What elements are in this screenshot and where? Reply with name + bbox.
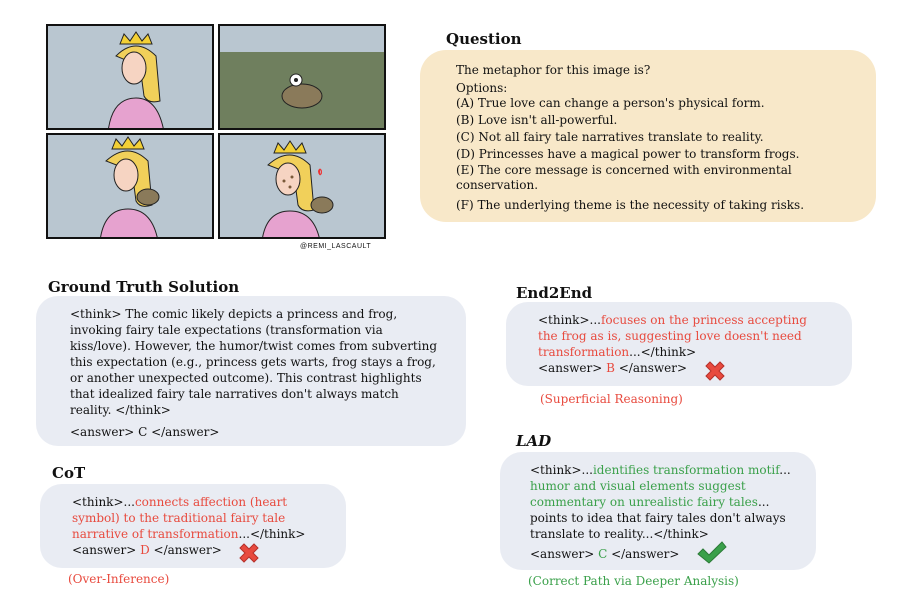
question-prompt: The metaphor for this image is? — [456, 63, 651, 77]
comic-panel-4 — [218, 133, 386, 239]
end2end-box — [506, 302, 852, 386]
end2end-think — [538, 312, 818, 360]
lad-answer-close: </answer> — [607, 547, 680, 561]
cot-think — [72, 494, 332, 542]
cot-think-open: <think>... — [72, 495, 135, 509]
cot-answer-close: </answer> — [149, 543, 222, 557]
ground-truth-answer: <answer> C </answer> — [70, 425, 220, 439]
cot-label: (Over-Inference) — [68, 572, 170, 586]
lad-label: (Correct Path via Deeper Analysis) — [528, 574, 739, 588]
comic-panel-3 — [46, 133, 214, 239]
frog-on-grass-image — [220, 26, 386, 130]
end2end-answer-letter: B — [606, 361, 615, 375]
end2end-answer-close: </answer> — [614, 361, 688, 375]
lad-highlight-1: identifies transformation motif — [592, 463, 780, 477]
lad-think — [530, 462, 792, 542]
option-e: (E) The core message is concerned with environmental conservation. — [456, 163, 792, 192]
lad-text-1: ... — [779, 463, 791, 477]
lad-think-open: <think>... — [530, 463, 593, 477]
cot-answer-letter: D — [140, 543, 150, 557]
option-d: (D) Princesses have a magical power to transform frogs. — [456, 147, 800, 161]
option-f: (F) The underlying theme is the necessity of taking risks. — [456, 198, 805, 212]
options-label: Options: — [456, 81, 508, 95]
cot-answer — [72, 542, 222, 558]
cot-heading: CoT — [52, 464, 86, 482]
lad-text-2: ... points to idea that fairy tales don't always translate to reality...</think> — [530, 495, 786, 541]
lad-answer-open: <answer> — [530, 547, 599, 561]
cot-think-close: ...</think> — [238, 527, 306, 541]
lad-answer-letter: C — [598, 547, 608, 561]
comic-panel-1 — [46, 24, 214, 130]
lad-highlight-2: humor and visual elements suggest commentary on unrealistic fairy tales — [530, 479, 758, 509]
lad-box — [500, 452, 816, 570]
question-box — [420, 50, 876, 222]
ground-truth-heading: Ground Truth Solution — [48, 278, 240, 296]
end2end-think-close: ...</think> — [629, 345, 697, 359]
ground-truth-box — [36, 296, 466, 446]
lad-answer — [530, 546, 679, 562]
option-b: (B) Love isn't all-powerful. — [456, 113, 618, 127]
question-heading: Question — [446, 30, 522, 48]
correct-check-icon — [696, 540, 728, 566]
wrong-cross-icon — [236, 540, 262, 566]
comic-credit: @REMI_LASCAULT — [300, 243, 372, 250]
end2end-heading: End2End — [516, 284, 593, 302]
princess-with-warts-image — [220, 135, 386, 239]
cot-highlight: connects affection (heart symbol) to the traditional fairy tale narrative of transformation — [72, 495, 288, 541]
princess-alone-image — [48, 26, 214, 130]
lad-heading: LAD — [516, 432, 552, 450]
wrong-cross-icon — [702, 358, 728, 384]
end2end-label: (Superficial Reasoning) — [540, 392, 683, 406]
cot-answer-open: <answer> — [72, 543, 141, 557]
ground-truth-think: <think> The comic likely depicts a princess and frog, invoking fairy tale expectations (transformation via kiss/love). However, the humor/twist comes from subverting this expectation (e.g., princess gets warts, frog stays a frog, or another unexpected outcome). This contrast highlights that idealized fairy tale narratives don't always match reality. </think> — [70, 307, 437, 417]
end2end-highlight: focuses on the princess accepting the frog as is, suggesting love doesn't need transformation — [538, 313, 807, 359]
option-c: (C) Not all fairy tale narratives translate to reality. — [456, 130, 764, 144]
princess-kissing-frog-image — [48, 135, 214, 239]
end2end-think-open: <think>... — [538, 313, 601, 327]
option-a: (A) True love can change a person's physical form. — [456, 96, 765, 110]
cot-box — [40, 484, 346, 568]
comic-panel-2 — [218, 24, 386, 130]
end2end-answer — [538, 360, 687, 376]
end2end-answer-open: <answer> — [538, 361, 607, 375]
